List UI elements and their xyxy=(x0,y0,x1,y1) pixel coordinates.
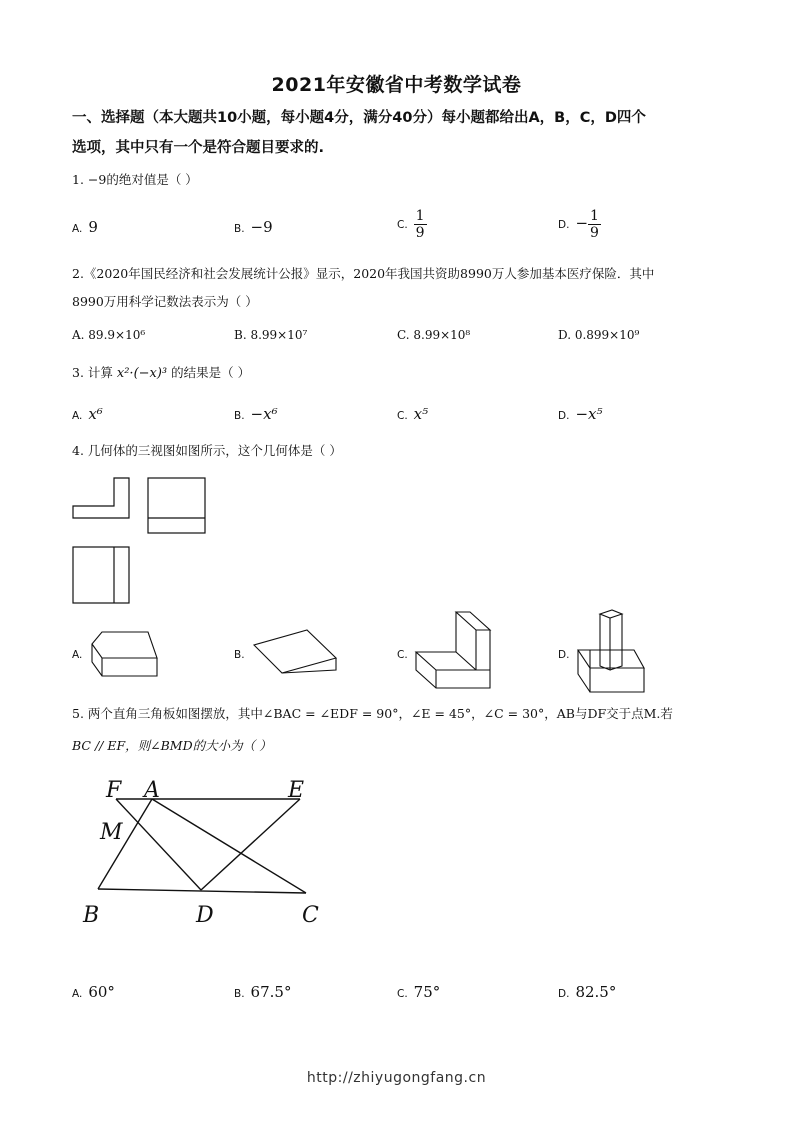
option-label: D. xyxy=(558,649,570,661)
option-label: C. xyxy=(397,219,408,231)
option-label: B. xyxy=(234,410,245,422)
point-label-M: M xyxy=(100,820,123,845)
numerator: 1 xyxy=(415,208,425,224)
three-view-figure xyxy=(70,474,210,606)
fraction xyxy=(414,208,427,241)
point-label-F: F xyxy=(106,778,122,803)
q2-option-a[interactable]: A. 89.9×10⁶ xyxy=(72,328,146,342)
option-label: A. xyxy=(72,649,83,661)
q3-option-a[interactable] xyxy=(72,405,103,423)
q4-c-solid-figure xyxy=(414,610,494,692)
q2-option-d[interactable]: D. 0.899×10⁹ xyxy=(558,328,640,342)
minus-sign: − xyxy=(575,214,589,232)
option-label: A. xyxy=(72,223,83,235)
side-view xyxy=(148,478,205,533)
denominator: 9 xyxy=(415,225,425,241)
q2-line-1: 2.《2020年国民经济和社会发展统计公报》显示，2020年我国共资助8990万人参加基本医疗保险．其中 xyxy=(72,266,655,281)
question-4-stem: 4. 几何体的三视图如图所示，这个几何体是（ ） xyxy=(72,443,342,458)
q2-option-b[interactable]: B. 8.99×10⁷ xyxy=(234,328,308,342)
front-view xyxy=(73,478,129,518)
option-value: 60° xyxy=(88,983,115,1001)
q5-line-1: 5. 两个直角三角板如图摆放，其中∠BAC = ∠EDF = 90°，∠E = 45°，∠C = 30°，AB与DF交于点M.若 xyxy=(72,706,673,721)
denominator: 9 xyxy=(590,225,599,241)
q3-option-c[interactable] xyxy=(397,405,428,423)
option-value: 75° xyxy=(413,983,441,1001)
option-value: −x⁶ xyxy=(250,405,278,423)
q3-post: 的结果是（ ） xyxy=(171,365,251,380)
option-label: B. xyxy=(234,649,245,661)
option-label: A. xyxy=(72,410,83,422)
segment-ED xyxy=(201,799,300,890)
section-header xyxy=(72,103,732,163)
triangles-figure xyxy=(78,774,338,934)
question-5-stem xyxy=(72,700,722,760)
q4-option-d[interactable] xyxy=(558,647,575,662)
option-label: C. xyxy=(397,410,408,422)
question-1-stem: 1. −9的绝对值是（ ） xyxy=(72,172,198,187)
option-label: C. xyxy=(397,988,408,1000)
option-label: C. xyxy=(397,649,408,661)
q5-option-a[interactable] xyxy=(72,983,115,1001)
section-line-2: 选项，其中只有一个是符合题目要求的. xyxy=(72,140,325,156)
question-2-stem xyxy=(72,260,722,316)
q5-option-c[interactable] xyxy=(397,983,440,1001)
option-value: −x⁵ xyxy=(575,405,603,423)
option-value: x⁵ xyxy=(413,405,429,423)
q2-line-2: 8990万用科学记数法表示为（ ） xyxy=(72,294,258,309)
q4-d-solid-figure xyxy=(576,608,648,694)
option-label: B. xyxy=(234,223,245,235)
q5-line-2: BC // EF，则∠BMD的大小为（ ） xyxy=(72,738,272,753)
q5-option-d[interactable] xyxy=(558,983,616,1001)
q4-option-c[interactable] xyxy=(397,647,414,662)
q4-b-solid-figure xyxy=(252,628,338,676)
q4-option-a[interactable] xyxy=(72,647,88,662)
option-label: B. xyxy=(234,988,245,1000)
point-label-A: A xyxy=(144,778,160,803)
top-view xyxy=(73,547,129,603)
option-value: 9 xyxy=(88,218,98,236)
page-title: 2021年安徽省中考数学试卷 xyxy=(271,74,522,96)
option-value: 82.5° xyxy=(575,983,617,1001)
q4-option-b[interactable] xyxy=(234,647,251,662)
q3-option-b[interactable] xyxy=(234,405,278,423)
question-3-stem xyxy=(72,359,722,388)
point-label-B: B xyxy=(83,903,100,928)
point-label-E: E xyxy=(288,778,305,803)
q1-option-a[interactable] xyxy=(72,218,98,236)
option-label: D. xyxy=(558,410,570,422)
segment-FD xyxy=(116,799,201,890)
section-line-1: 一、选择题（本大题共10小题，每小题4分，满分40分）每小题都给出A，B，C，D四个 xyxy=(72,110,646,126)
q4-a-solid-figure xyxy=(90,630,160,678)
option-label: D. xyxy=(558,219,570,231)
q1-option-c[interactable] xyxy=(397,208,427,241)
fraction xyxy=(588,208,601,241)
q1-option-b[interactable] xyxy=(234,218,273,236)
option-label: D. xyxy=(558,988,570,1000)
q3-expression: x²·(−x)³ xyxy=(116,366,168,381)
q2-option-c[interactable]: C. 8.99×10⁸ xyxy=(397,328,471,342)
option-value: −9 xyxy=(250,218,273,236)
q3-option-d[interactable] xyxy=(558,405,602,423)
point-label-C: C xyxy=(302,903,319,928)
segment-AC xyxy=(152,799,306,893)
q1-option-d[interactable] xyxy=(558,208,601,241)
numerator: 1 xyxy=(590,208,599,224)
option-value: x⁶ xyxy=(88,405,103,423)
footer-url[interactable]: http://zhiyugongfang.cn xyxy=(306,1070,487,1086)
option-value: 67.5° xyxy=(250,983,292,1001)
point-label-D: D xyxy=(196,903,214,928)
q3-pre: 3. 计算 xyxy=(72,365,113,380)
q5-option-b[interactable] xyxy=(234,983,291,1001)
option-label: A. xyxy=(72,988,83,1000)
